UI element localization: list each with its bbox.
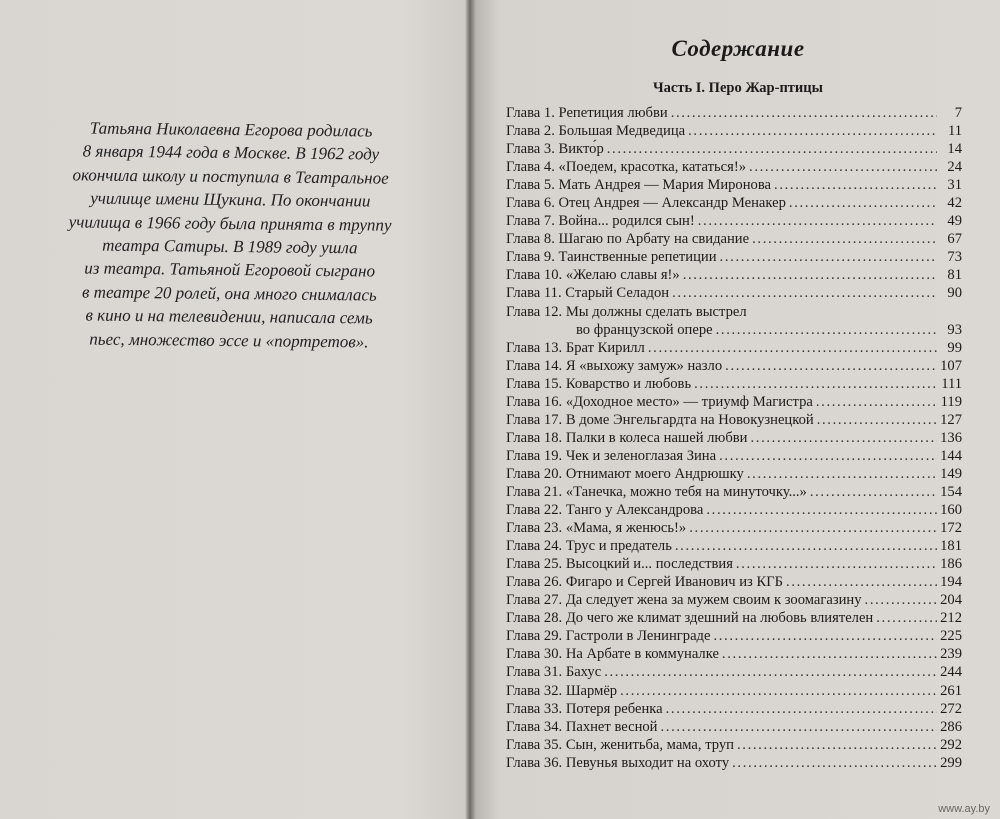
- toc-entry: [506, 555, 962, 573]
- dot-leader: [737, 736, 937, 754]
- dot-leader: [725, 357, 937, 375]
- chapter-title: Глава 23. «Мама, я женюсь!»: [506, 520, 687, 537]
- page-number: 212: [940, 610, 962, 627]
- page-number: 186: [940, 556, 962, 573]
- page-number: 24: [947, 159, 962, 176]
- chapter-title: Глава 35. Сын, женитьба, мама, труп: [506, 736, 734, 753]
- dot-leader: [683, 266, 937, 284]
- dot-leader: [749, 158, 937, 176]
- dot-leader: [736, 555, 937, 573]
- chapter-title: Глава 12. Мы должны сделать выстрел: [506, 303, 747, 320]
- toc-entry: [506, 645, 962, 663]
- chapter-title: Глава 27. Да следует жена за мужем своим к зоомагазину: [506, 592, 862, 609]
- page-number: 73: [947, 249, 962, 266]
- chapter-title: Глава 6. Отец Андрея — Александр Менакер: [506, 195, 786, 212]
- toc-entry: [506, 357, 962, 375]
- bio-line: театра Сатиры. В 1989 году ушла: [102, 235, 358, 258]
- toc-entry: [506, 447, 962, 465]
- chapter-title: Глава 10. «Желаю славы я!»: [506, 267, 680, 284]
- dot-leader: [774, 176, 937, 194]
- right-page: [476, 0, 1000, 819]
- chapter-title: Глава 24. Трус и предатель: [506, 538, 672, 555]
- dot-leader: [648, 339, 937, 357]
- toc-entry: [506, 212, 962, 230]
- page-number: 272: [940, 700, 962, 717]
- toc-entry: [506, 194, 962, 212]
- chapter-title: Глава 25. Высоцкий и... последствия: [506, 556, 733, 573]
- toc-entry: [506, 483, 962, 501]
- page-number: 261: [940, 682, 962, 699]
- bio-line: в театре 20 ролей, она много снималась: [82, 282, 377, 305]
- chapter-title: Глава 28. До чего же климат здешний на любовь влиятелен: [506, 610, 874, 627]
- chapter-title: Глава 11. Старый Селадон: [506, 285, 670, 302]
- dot-leader: [688, 122, 937, 140]
- bio-line: пьес, множество эссе и «портретов».: [89, 329, 369, 352]
- toc-entry: [506, 375, 962, 393]
- toc-title: Содержание: [671, 36, 805, 61]
- dot-leader: [675, 537, 937, 555]
- chapter-title: во французской опере: [576, 321, 713, 338]
- chapter-title: Глава 4. «Поедем, красотка, кататься!»: [506, 159, 747, 176]
- bio-line: из театра. Татьяной Егоровой сыграно: [84, 258, 376, 281]
- dot-leader: [689, 519, 937, 537]
- dot-leader: [660, 718, 937, 736]
- page-number: 286: [940, 718, 962, 735]
- page-number: 119: [940, 393, 962, 410]
- dot-leader: [786, 573, 937, 591]
- chapter-title: Глава 34. Пахнет весной: [506, 718, 658, 735]
- chapter-title: Глава 9. Таинственные репетиции: [506, 249, 717, 266]
- page-number: 204: [940, 592, 962, 609]
- chapter-title: Глава 19. Чек и зеленоглазая Зина: [506, 447, 717, 464]
- toc-entry: [506, 736, 962, 754]
- left-page: [0, 0, 462, 819]
- chapter-title: Глава 31. Бахус: [506, 664, 602, 681]
- chapter-title: Глава 22. Танго у Александрова: [506, 502, 704, 519]
- toc-entry: [506, 663, 962, 681]
- dot-leader: [671, 104, 937, 122]
- table-of-contents: [506, 104, 962, 772]
- page-number: 67: [947, 231, 962, 248]
- chapter-title: Глава 21. «Танечка, можно тебя на минуточку...»: [506, 483, 807, 500]
- toc-entry: [506, 230, 962, 248]
- toc-entry: [506, 501, 962, 519]
- toc-entry: [506, 176, 962, 194]
- dot-leader: [865, 591, 937, 609]
- dot-leader: [666, 700, 937, 718]
- page-number: 149: [940, 465, 962, 482]
- page-number: 7: [954, 105, 962, 121]
- dot-leader: [716, 321, 937, 339]
- toc-entry: [506, 158, 962, 176]
- page-number: 14: [947, 141, 962, 158]
- dot-leader: [876, 609, 937, 627]
- dot-leader: [750, 429, 937, 447]
- toc-entry: [506, 609, 962, 627]
- page-number: 181: [940, 538, 962, 555]
- bio-line: в кино и на телевидении, написала семь: [85, 305, 373, 328]
- author-bio: [59, 116, 401, 354]
- part-title: Часть I. Перо Жар-птицы: [653, 80, 823, 96]
- dot-leader: [694, 375, 937, 393]
- page-number: 194: [940, 574, 962, 591]
- page-number: 136: [940, 429, 962, 446]
- page-number: 11: [947, 123, 962, 140]
- toc-entry: [506, 266, 962, 284]
- bio-line: 8 января 1944 года в Москве. В 1962 году: [82, 141, 380, 164]
- page-number: 292: [940, 736, 962, 753]
- page-number: 31: [947, 177, 962, 194]
- toc-entry: [506, 429, 962, 447]
- chapter-title: Глава 14. Я «выхожу замуж» назло: [506, 357, 723, 374]
- chapter-title: Глава 2. Большая Медведица: [506, 123, 686, 140]
- page-number: 225: [940, 628, 962, 645]
- chapter-title: Глава 29. Гастроли в Ленинграде: [506, 628, 711, 645]
- toc-entry: [506, 411, 962, 429]
- chapter-title: Глава 5. Мать Андрея — Мария Миронова: [506, 177, 772, 194]
- page-number: 154: [940, 483, 962, 500]
- toc-entry: [506, 140, 962, 158]
- dot-leader: [604, 663, 937, 681]
- toc-entry: [506, 627, 962, 645]
- toc-entry: [506, 700, 962, 718]
- chapter-title: Глава 8. Шагаю по Арбату на свидание: [506, 231, 750, 248]
- bio-line: училища в 1966 году была принята в труппу: [68, 211, 392, 235]
- toc-entry: [506, 122, 962, 140]
- dot-leader: [607, 140, 937, 158]
- chapter-title: Глава 30. На Арбате в коммуналке: [506, 646, 719, 663]
- toc-entry: [506, 718, 962, 736]
- chapter-title: Глава 26. Фигаро и Сергей Иванович из КГБ: [506, 574, 784, 591]
- toc-entry: [506, 303, 962, 321]
- toc-entry: [506, 754, 962, 772]
- toc-entry: [506, 682, 962, 700]
- chapter-title: Глава 33. Потеря ребенка: [506, 700, 663, 717]
- toc-entry: [506, 321, 962, 339]
- toc-entry: [506, 284, 962, 302]
- page-number: 93: [947, 321, 962, 338]
- chapter-title: Глава 18. Палки в колеса нашей любви: [506, 429, 748, 446]
- chapter-title: Глава 13. Брат Кирилл: [506, 339, 645, 356]
- toc-entry: [506, 339, 962, 357]
- chapter-title: Глава 15. Коварство и любовь: [506, 375, 692, 392]
- dot-leader: [620, 682, 937, 700]
- bio-line: училище имени Щукина. По окончании: [90, 188, 371, 211]
- page-number: 49: [947, 213, 962, 230]
- chapter-title: Глава 36. Певунья выходит на охоту: [506, 754, 730, 771]
- page-number: 42: [947, 195, 962, 212]
- toc-entry: [506, 104, 962, 122]
- chapter-title: Глава 7. Война... родился сын!: [506, 213, 695, 230]
- chapter-title: Глава 16. «Доходное место» — триумф Магистра: [506, 393, 813, 410]
- page-number: 244: [940, 664, 962, 681]
- dot-leader: [810, 483, 937, 501]
- dot-leader: [817, 411, 937, 429]
- toc-entry: [506, 591, 962, 609]
- page-number: 239: [940, 646, 962, 663]
- chapter-title: Глава 17. В доме Энгельгардта на Новокузнецкой: [506, 411, 814, 428]
- dot-leader: [722, 645, 937, 663]
- dot-leader: [789, 194, 937, 212]
- watermark: www.ay.by: [938, 803, 990, 815]
- chapter-title: Глава 32. Шармёр: [506, 682, 618, 699]
- toc-entry: [506, 573, 962, 591]
- page-number: 111: [941, 375, 962, 392]
- dot-leader: [713, 627, 937, 645]
- dot-leader: [719, 447, 937, 465]
- chapter-title: Глава 3. Викто́р: [506, 141, 604, 158]
- page-number: 144: [940, 447, 962, 464]
- bio-line: окончила школу и поступила в Театральное: [72, 165, 389, 188]
- toc-entry: [506, 537, 962, 555]
- dot-leader: [752, 230, 937, 248]
- dot-leader: [698, 212, 937, 230]
- bio-line: Татьяна Николаевна Егорова родилась: [89, 118, 373, 141]
- page-number: 160: [940, 502, 962, 519]
- page-number: 127: [940, 411, 962, 428]
- toc-entry: [506, 393, 962, 411]
- dot-leader: [706, 501, 937, 519]
- page-number: 107: [940, 357, 962, 374]
- page-number: 99: [947, 339, 962, 356]
- dot-leader: [720, 248, 937, 266]
- chapter-title: Глава 1. Репетиция любви: [506, 105, 668, 121]
- page-number: 81: [947, 267, 962, 284]
- page-number: 299: [940, 754, 962, 771]
- toc-entry: [506, 519, 962, 537]
- dot-leader: [732, 754, 937, 772]
- page-number: 90: [947, 285, 962, 302]
- toc-entry: [506, 248, 962, 266]
- chapter-title: Глава 20. Отнимают моего Андрюшку: [506, 465, 744, 482]
- page-number: 172: [940, 520, 962, 537]
- dot-leader: [672, 284, 937, 302]
- toc-entry: [506, 465, 962, 483]
- dot-leader: [747, 465, 937, 483]
- dot-leader: [816, 393, 937, 411]
